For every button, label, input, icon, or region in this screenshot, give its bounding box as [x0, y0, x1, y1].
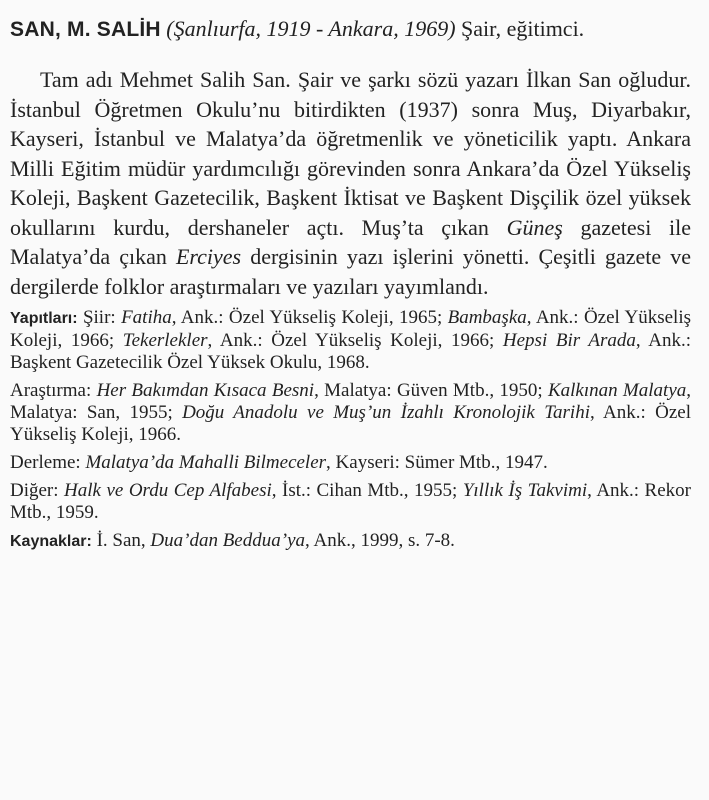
work-info: , Ank.: Başkent Gazetecilik Özel Yüksek Okulu, 1968. — [10, 330, 691, 373]
research-section — [10, 380, 691, 446]
work-title: Fatiha — [121, 307, 172, 328]
research-title: Kalkınan Malatya — [547, 380, 687, 401]
work-info: , Ank.: Özel Yükseliş Koleji, 1966; — [207, 330, 503, 351]
work-info: , Ank.: Özel Yükseliş Koleji, 1966; — [10, 307, 691, 351]
research-info: , Ank.: Özel Yükseliş Koleji, 1966. — [10, 402, 691, 445]
bio-erciyes-title: Erciyes — [175, 244, 242, 269]
entry-descriptor: Şair, eğitimci. — [455, 16, 585, 41]
research-prefix: Araştırma: — [10, 380, 97, 401]
bio-gunes-title: Güneş — [506, 214, 563, 240]
compilation-prefix: Derleme: — [10, 452, 86, 473]
bio-text-2: gazetesi ile Malatya’da çıkan — [10, 214, 692, 269]
bio-text-1: Tam adı Mehmet Salih San. Şair ve şarkı sözü yazarı İlkan San oğludur. İstanbul Öğretmen Okulu’nu bitirdikten (1937) sonra Muş, Diyarbakır, Kayseri, İstanbul ve Malatya’da öğretmenlik ve yöneticilik yaptı. Ankara Milli Eğitim müdür yardımcılığı görevinden sonra Ankara’da Özel Yükseliş Koleji, Başkent Gazetecilik, Başkent İktisat ve Başkent Dişçilik özel yüksek okullarını kurdu, dershaneler açtı. Muş’ta çıkan — [10, 67, 691, 240]
research-info: , Malatya: San, 1955; — [10, 380, 692, 423]
bio-text-3: dergisinin yazı işlerini yönetti. Çeşitli gazete ve dergilerde folklor araştırmaları ve yazıları yayımlandı. — [10, 244, 691, 299]
work-info: , Ank.: Özel Yükseliş Koleji, 1965; — [171, 307, 448, 328]
works-label: Yapıtları: — [10, 310, 78, 327]
compilation-info: , Kayseri: Sümer Mtb., 1947. — [326, 452, 548, 473]
sources-section — [10, 530, 691, 553]
research-title: Doğu Anadolu ve Muş’un İzahlı Kronolojik Tarihi — [182, 402, 590, 423]
bibliography — [10, 307, 691, 553]
other-title: Yıllık İş Takvimi — [462, 480, 588, 501]
source-info: , Ank., 1999, s. 7-8. — [305, 530, 455, 551]
other-prefix: Diğer: — [10, 480, 65, 501]
other-info: , Ank.: Rekor Mtb., 1959. — [10, 480, 691, 523]
source-author: İ. San, — [91, 530, 151, 551]
entry-header — [10, 14, 691, 45]
sources-label: Kaynaklar: — [10, 533, 92, 550]
works-section — [10, 307, 691, 374]
works-poetry-prefix: Şiir: — [77, 307, 122, 328]
entry-headword: SAN, M. SALİH — [10, 18, 161, 41]
work-title: Hepsi Bir Arada — [502, 330, 636, 351]
biography-paragraph — [10, 65, 691, 301]
research-title: Her Bakımdan Kısaca Besni — [96, 380, 315, 401]
other-section — [10, 480, 691, 524]
work-title: Bambaşka — [447, 307, 527, 328]
work-title: Tekerlekler — [122, 330, 208, 351]
source-title: Dua’dan Beddua’ya — [150, 530, 306, 551]
other-info: , İst.: Cihan Mtb., 1955; — [271, 480, 463, 501]
research-info: , Malatya: Güven Mtb., 1950; — [314, 380, 548, 401]
compilation-section — [10, 452, 691, 474]
entry-birth-death: (Şanlıurfa, 1919 - Ankara, 1969) — [166, 16, 456, 41]
other-title: Halk ve Ordu Cep Alfabesi — [64, 480, 272, 501]
compilation-title: Malatya’da Mahalli Bilmeceler — [85, 452, 327, 473]
